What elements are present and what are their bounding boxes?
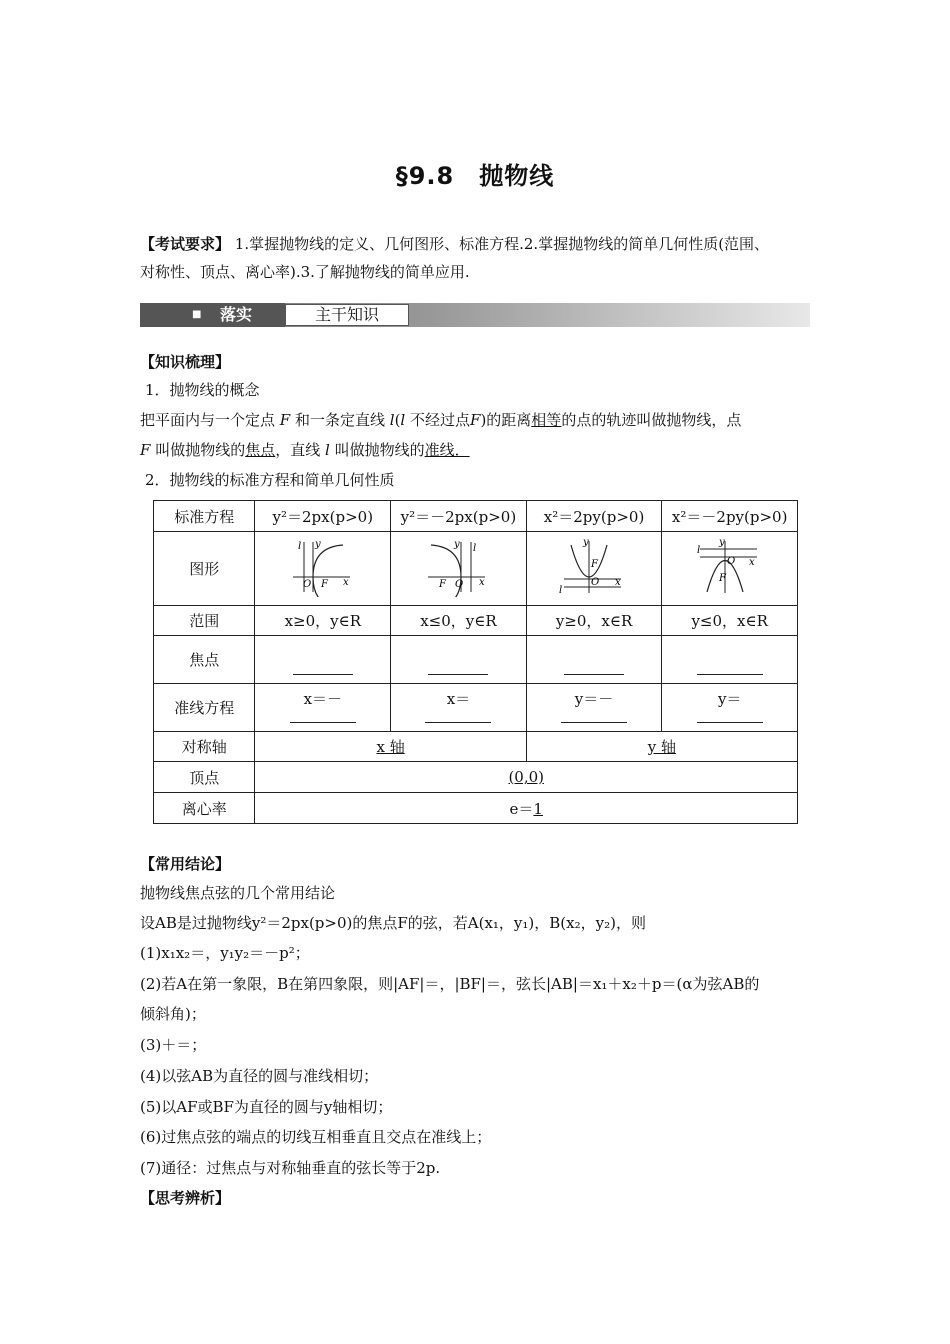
- table-row: [154, 793, 798, 824]
- conclusion-1: (1)x₁x₂＝，y₁y₂＝－p²；: [140, 944, 310, 962]
- equation-cell: x²＝2py(p>0): [526, 501, 662, 532]
- def2-text-b: ，直线: [275, 441, 321, 459]
- def-text-c: 不经过点: [410, 411, 471, 429]
- range-cell: y≤0，x∈R: [662, 606, 798, 636]
- graph-cell: [391, 532, 527, 606]
- table-row: [154, 762, 798, 793]
- conclusion-2b: 倾斜角)；: [140, 1005, 206, 1023]
- row-label: 标准方程: [154, 501, 255, 532]
- directrix-text: y＝: [717, 690, 742, 708]
- svg-text:l: l: [297, 540, 301, 552]
- def-text-a: 把平面内与一个定点: [140, 411, 276, 429]
- svg-text:O: O: [591, 576, 600, 588]
- axis-cell: [526, 732, 797, 762]
- def2-text-c: 叫做抛物线的: [334, 441, 425, 459]
- axis-cell: [255, 732, 526, 762]
- def-text-e: 的点的轨迹叫做抛物线，点: [561, 411, 742, 429]
- directrix-blank: [425, 721, 491, 723]
- svg-text:F: F: [591, 558, 598, 570]
- conclusion-3: (3)＋＝；: [140, 1036, 207, 1054]
- equation-cell: y²＝2px(p>0): [255, 501, 391, 532]
- svg-text:l: l: [473, 542, 477, 554]
- conclusion-2a: (2)若A在第一象限，B在第四象限，则|AF|＝，|BF|＝，弦长|AB|＝x₁＋x₂＋p＝(α为弦AB的: [140, 975, 760, 993]
- conclusion-5: (5)以AF或BF为直径的圆与y轴相切；: [140, 1098, 393, 1116]
- directrix-cell: [526, 684, 662, 732]
- banner-left: [140, 303, 285, 327]
- range-cell: y≥0，x∈R: [526, 606, 662, 636]
- svg-text:x: x: [342, 576, 349, 588]
- conclusion-4: (4)以弦AB为直径的圆与准线相切；: [140, 1067, 379, 1085]
- svg-text:x: x: [748, 556, 755, 568]
- row-label: 范围: [154, 606, 255, 636]
- svg-text:l: l: [696, 544, 700, 556]
- axis-x: x 轴: [376, 738, 405, 756]
- def-text-b: 和一条定直线: [294, 411, 385, 429]
- svg-text:O: O: [455, 578, 464, 590]
- directrix-blank: [697, 721, 763, 723]
- def2-directrix: 准线．: [424, 441, 470, 459]
- table-row: [154, 732, 798, 762]
- row-label: 图形: [154, 532, 255, 606]
- focus-blank: [293, 673, 353, 675]
- banner-left-label: 落实: [220, 305, 253, 324]
- focus-blank: [697, 673, 763, 675]
- definition-line2: F 叫做抛物线的焦点，直线 l 叫做抛物线的准线．: [140, 441, 470, 459]
- banner-right-label: 主干知识: [285, 304, 409, 326]
- parabola-down-graph: [695, 537, 765, 597]
- directrix-cell: [391, 684, 527, 732]
- svg-text:y: y: [583, 536, 589, 548]
- directrix-blank: [561, 721, 627, 723]
- conclusions-heading: 【常用结论】: [140, 855, 231, 873]
- exam-label: 【考试要求】: [140, 235, 231, 253]
- parabola-right-graph: [288, 537, 358, 597]
- focus-blank-cell: [255, 636, 391, 684]
- parabola-left-graph: [423, 537, 493, 597]
- exam-requirements-line2: 对称性、顶点、离心率).3.了解抛物线的简单应用.: [140, 263, 470, 281]
- def2-focus: 焦点: [245, 441, 276, 459]
- section-banner: [140, 303, 810, 327]
- svg-text:O: O: [302, 578, 311, 590]
- table-row: [154, 501, 798, 532]
- conclusions-intro: 抛物线焦点弦的几个常用结论: [140, 884, 336, 902]
- svg-text:F: F: [439, 578, 447, 590]
- row-label: 焦点: [154, 636, 255, 684]
- svg-text:y: y: [314, 538, 321, 550]
- row-label: 顶点: [154, 762, 255, 793]
- graph-cell: [526, 532, 662, 606]
- table-row: [154, 684, 798, 732]
- parabola-up-graph: [559, 537, 629, 597]
- def-text-d: )的距离: [480, 411, 532, 429]
- eccentricity-cell: [255, 793, 798, 824]
- definition-line1: 把平面内与一个定点 F 和一条定直线 l(l 不经过点F)的距离相等的点的轨迹叫做抛物线，点: [140, 411, 742, 429]
- vertex-cell: [255, 762, 798, 793]
- table-row: [154, 606, 798, 636]
- svg-text:F: F: [718, 572, 726, 584]
- conclusion-7: (7)通径：过焦点与对称轴垂直的弦长等于2p.: [140, 1159, 441, 1177]
- equation-cell: x²＝－2py(p>0): [662, 501, 798, 532]
- axis-y: y 轴: [647, 738, 676, 756]
- knowledge-item-2: 2．抛物线的标准方程和简单几何性质: [145, 471, 395, 489]
- row-label: 离心率: [154, 793, 255, 824]
- svg-text:x: x: [615, 576, 621, 588]
- range-cell: x≤0，y∈R: [391, 606, 527, 636]
- table-row: [154, 532, 798, 606]
- svg-text:F: F: [320, 578, 328, 590]
- conclusion-6: (6)过焦点弦的端点的切线互相垂直且交点在准线上；: [140, 1128, 492, 1146]
- def-equal: 相等: [531, 411, 562, 429]
- def2-text-a: 叫做抛物线的: [155, 441, 246, 459]
- svg-text:y: y: [454, 538, 461, 550]
- knowledge-heading: 【知识梳理】: [140, 353, 231, 371]
- focus-blank: [564, 673, 624, 675]
- directrix-blank: [290, 721, 356, 723]
- svg-text:y: y: [718, 536, 725, 548]
- graph-cell: [255, 532, 391, 606]
- eccentricity-value: 1: [533, 799, 543, 818]
- focus-blank: [428, 673, 488, 675]
- directrix-text: x＝－: [303, 690, 343, 708]
- directrix-text: x＝: [446, 690, 471, 708]
- focus-blank-cell: [662, 636, 798, 684]
- graph-cell: [662, 532, 798, 606]
- row-label: 对称轴: [154, 732, 255, 762]
- exam-text-1: 1.掌握抛物线的定义、几何图形、标准方程.2.掌握抛物线的简单几何性质(范围、: [234, 235, 770, 253]
- focus-blank-cell: [526, 636, 662, 684]
- properties-table: [153, 500, 798, 824]
- equation-cell: y²＝－2px(p>0): [391, 501, 527, 532]
- svg-text:l: l: [559, 584, 563, 596]
- svg-text:O: O: [726, 555, 735, 567]
- eccentricity-prefix: e＝: [509, 799, 534, 818]
- knowledge-item-1: 1．抛物线的概念: [145, 381, 260, 399]
- page-title: §9.8 抛物线: [395, 162, 555, 190]
- svg-text:x: x: [479, 576, 486, 588]
- square-bullet-icon: ■: [192, 309, 202, 320]
- focus-blank-cell: [391, 636, 527, 684]
- row-label: 准线方程: [154, 684, 255, 732]
- directrix-cell: [255, 684, 391, 732]
- range-cell: x≥0，y∈R: [255, 606, 391, 636]
- conclusions-setup: 设AB是过抛物线y²＝2px(p>0)的焦点F的弦，若A(x₁，y₁)，B(x₂，y₂)，则: [140, 914, 646, 932]
- thinking-heading: 【思考辨析】: [140, 1189, 231, 1207]
- exam-requirements-line1: [140, 234, 769, 254]
- vertex-value: (0,0): [508, 768, 545, 786]
- directrix-cell: [662, 684, 798, 732]
- directrix-text: y＝－: [574, 690, 614, 708]
- table-row: [154, 636, 798, 684]
